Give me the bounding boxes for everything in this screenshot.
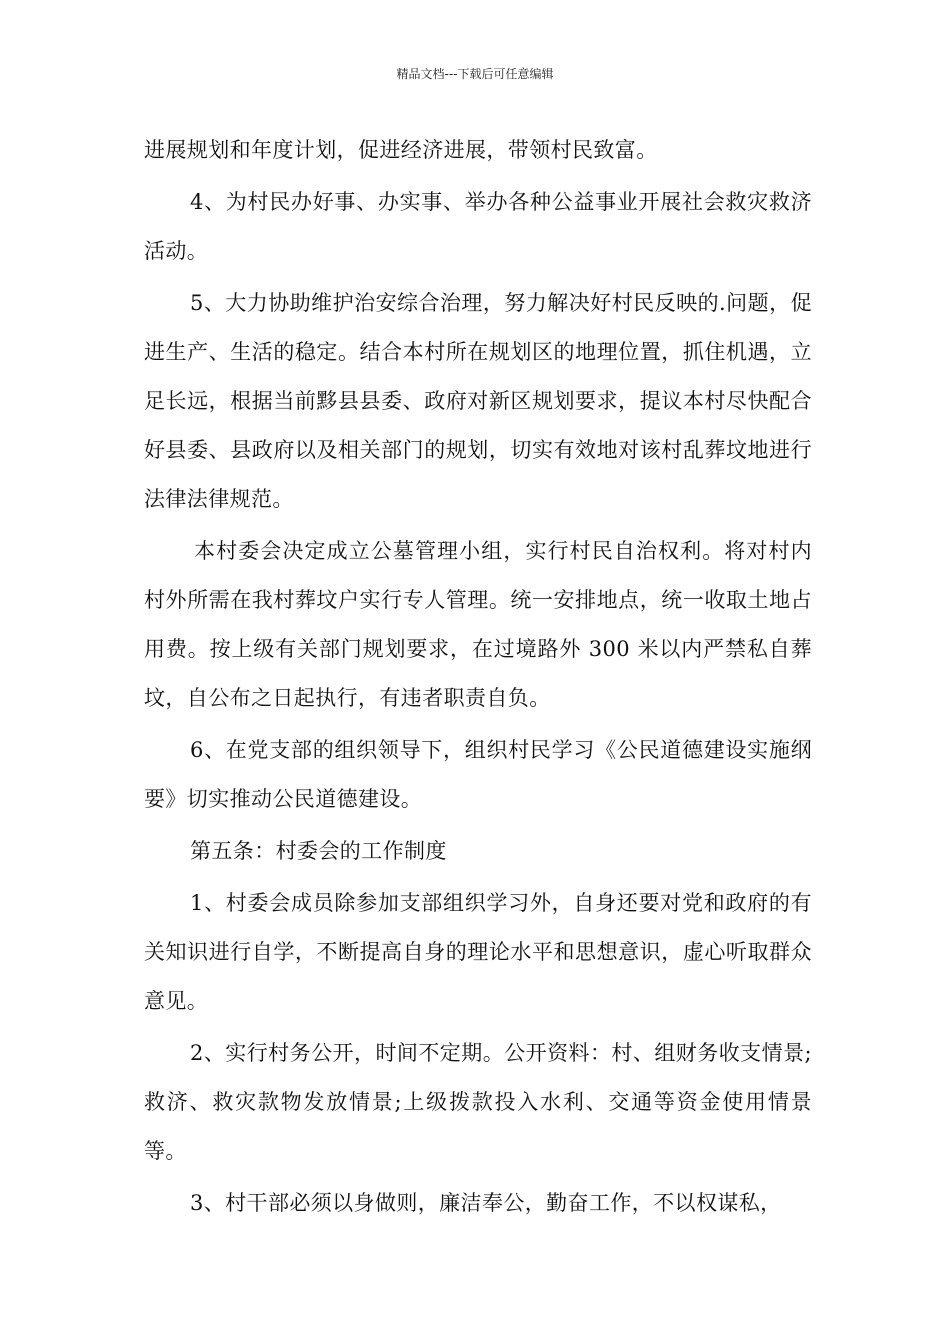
paragraph-rule-2: 2、实行村务公开，时间不定期。公开资料：村、组财务收支情景;救济、救灾款物发放情景;上级拨款投入水利、交通等资金使用情景等。 [144, 1041, 812, 1163]
section-heading-article-5: 第五条：村委会的工作制度 [190, 839, 447, 863]
paragraph-cemetery-management: 本村委会决定成立公墓管理小组，实行村民自治权利。将对村内村外所需在我村葬坟户实行专人管理。统一安排地点，统一收取土地占用费。按上级有关部门规划要求，在过境路外 300 米以内严禁私自葬坟，自公布之日起执行，有违者职责自负。 [144, 539, 812, 710]
page-header: 精品文档---下载后可任意编辑 [396, 67, 554, 81]
document-body [144, 126, 812, 1231]
paragraph-rule-1: 1、村委会成员除参加支部组织学习外，自身还要对党和政府的有关知识进行自学，不断提高自身的理论水平和思想意识，虚心听取群众意见。 [144, 891, 812, 1013]
paragraph-item-5: 5、大力协助维护治安综合治理，努力解决好村民反映的.问题，促进生产、生活的稳定。结合本村所在规划区的地理位置，抓住机遇，立足长远，根据当前黟县县委、政府对新区规划要求，提议本村尽快配合好县委、县政府以及相关部门的规划，切实有效地对该村乱葬坟地进行法律法律规范。 [144, 291, 812, 511]
paragraph-rule-3: 3、村干部必须以身做则，廉洁奉公，勤奋工作，不以权谋私， [190, 1191, 782, 1215]
paragraph-item-4: 4、为村民办好事、办实事、举办各种公益事业开展社会救灾救济活动。 [144, 190, 812, 263]
paragraph-continuation: 进展规划和年度计划，促进经济进展，带领村民致富。 [144, 138, 658, 162]
paragraph-item-6: 6、在党支部的组织领导下，组织村民学习《公民道德建设实施纲要》切实推动公民道德建设。 [144, 738, 812, 811]
